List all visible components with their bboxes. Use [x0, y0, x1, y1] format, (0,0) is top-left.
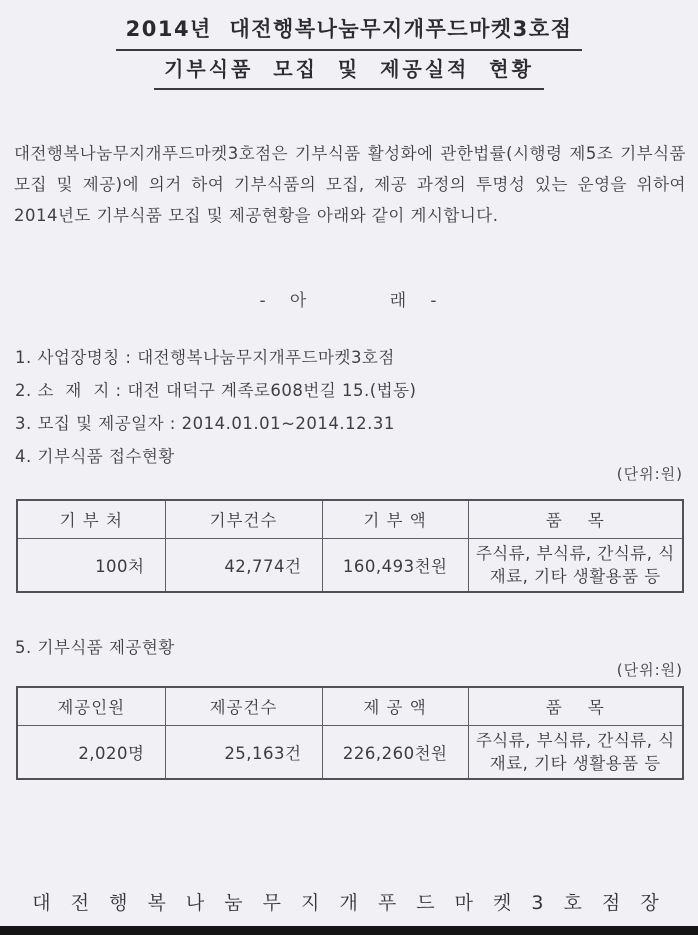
- document-title-line1: [0, 13, 698, 51]
- unit-note-provision: (단위:원): [616, 661, 683, 679]
- provision-header-amount: 제 공 액: [322, 687, 468, 725]
- signature-line: 대 전 행 복 나 눔 무 지 개 푸 드 마 켓 3 호 점 장: [32, 892, 666, 914]
- list-item-period: 3. 모집 및 제공일자 : 2014.01.01~2014.12.31: [15, 414, 395, 433]
- donation-table-data-row: [17, 538, 683, 592]
- provision-table-data-row: [17, 725, 683, 779]
- list-item-receipt-status: 4. 기부식품 접수현황: [15, 447, 175, 466]
- below-divider-label: - 아 래 -: [259, 291, 439, 311]
- donation-cell-donor-count: 100처: [17, 538, 165, 592]
- provision-cell-case-count: 25,163건: [165, 725, 322, 779]
- donation-header-amount: 기 부 액: [322, 500, 468, 538]
- document-title-line1-text: 2014년 대전행복나눔무지개푸드마켓3호점: [116, 13, 583, 51]
- donation-cell-case-count: 42,774건: [165, 538, 322, 592]
- list-item-business-name: 1. 사업장명칭 : 대전행복나눔무지개푸드마켓3호점: [15, 348, 395, 367]
- donation-header-donor: 기 부 처: [17, 500, 165, 538]
- donation-cell-items: 주식류, 부식류, 간식류, 식재료, 기타 생활용품 등: [468, 538, 683, 592]
- document-title-line2-text: 기부식품 모집 및 제공실적 현황: [154, 53, 544, 90]
- unit-note-donation: (단위:원): [616, 465, 683, 483]
- provision-cell-items: 주식류, 부식류, 간식류, 식재료, 기타 생활용품 등: [468, 725, 683, 779]
- provision-table: [16, 686, 684, 780]
- numbered-list: [15, 341, 416, 473]
- provision-table-header-row: [17, 687, 683, 725]
- donation-header-cases: 기부건수: [165, 500, 322, 538]
- provision-header-cases: 제공건수: [165, 687, 322, 725]
- donation-header-items: 품 목: [468, 500, 683, 538]
- provision-cell-amount: 226,260천원: [322, 725, 468, 779]
- provision-header-items: 품 목: [468, 687, 683, 725]
- scan-bottom-edge: [0, 926, 698, 935]
- donation-table-header-row: [17, 500, 683, 538]
- list-item-address: 2. 소 재 지 : 대전 대덕구 계족로608번길 15.(법동): [15, 381, 417, 400]
- provision-cell-person-count: 2,020명: [17, 725, 165, 779]
- intro-paragraph: 대전행복나눔무지개푸드마켓3호점은 기부식품 활성화에 관한법률(시행령 제5조 기부식품 모집 및 제공)에 의거 하여 기부식품의 모집, 제공 과정의 투명성 있는 운영을 위하여 2014년도 기부식품 모집 및 제공현황을 아래와 같이 게시합니다.: [14, 144, 686, 225]
- donation-table: [16, 499, 684, 593]
- donation-cell-amount: 160,493천원: [322, 538, 468, 592]
- document-title-line2: [0, 53, 698, 90]
- list-item-provision-status: 5. 기부식품 제공현황: [15, 638, 175, 657]
- provision-header-persons: 제공인원: [17, 687, 165, 725]
